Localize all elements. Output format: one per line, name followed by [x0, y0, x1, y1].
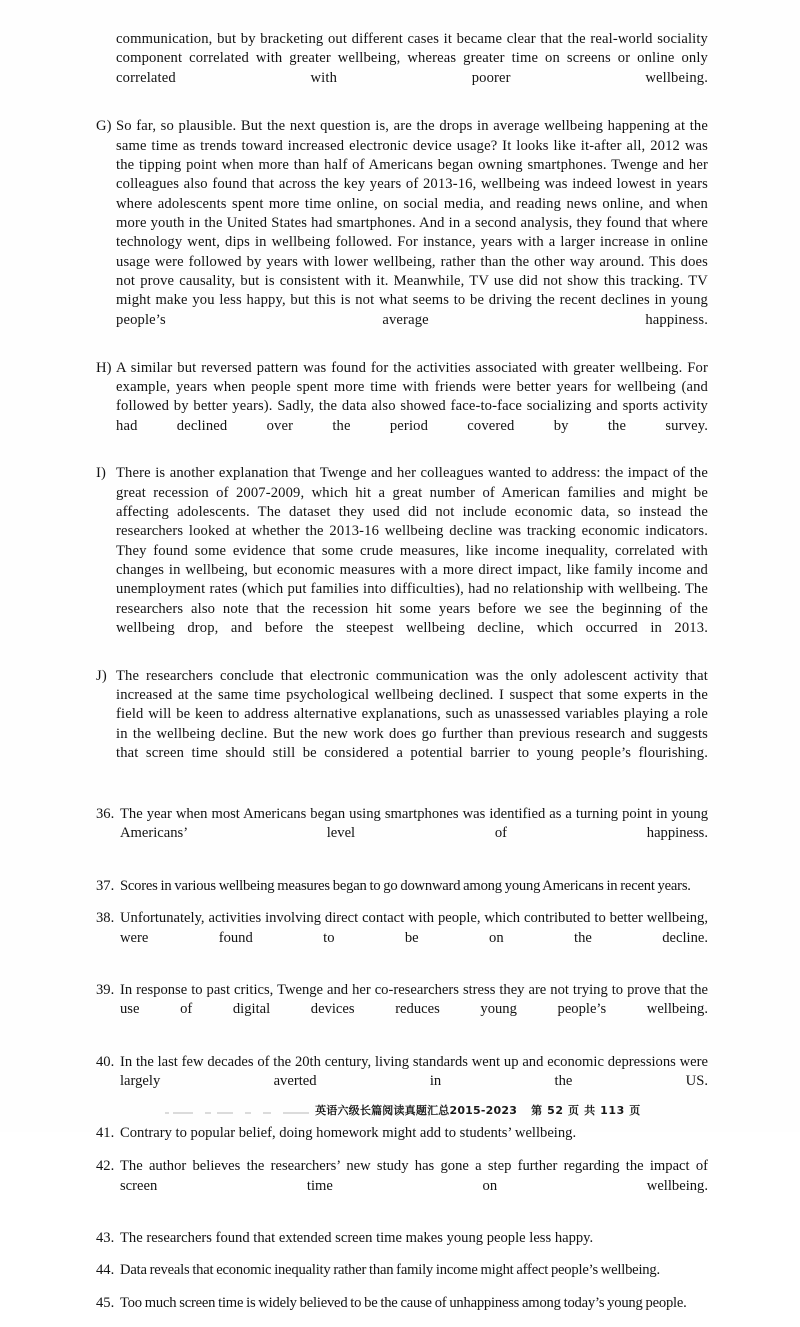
page-footer	[0, 1102, 800, 1118]
question-number-40: 40.	[96, 1053, 115, 1070]
paragraph-label-i: I)	[96, 465, 107, 482]
footer-page-number: 第 52 页 共 113 页	[531, 1104, 641, 1117]
question-item-44	[96, 1261, 708, 1281]
question-number-36: 36.	[96, 805, 115, 822]
question-text-41: Contrary to popular belief, doing homework might add to students’ wellbeing.	[120, 1125, 577, 1142]
passage-paragraph-j	[96, 667, 708, 783]
paragraph-label-g: G)	[96, 118, 112, 135]
question-item-37	[96, 877, 708, 897]
paragraph-text-h: A similar but reversed pattern was found for the activities associated with greater wellbeing. For example, years when people spent more time with friends were better years for wellbeing (and followed by better years). Sadly, the data also showed face-to-face socializing and sports activity had declined over the period covered by the survey.	[116, 359, 708, 434]
question-item-39	[96, 981, 708, 1040]
question-item-42	[96, 1157, 708, 1216]
question-item-36	[96, 805, 708, 864]
question-text-38: Unfortunately, activities involving direct contact with people, which contributed to better wellbeing, were found to be on the decline.	[120, 910, 708, 946]
question-number-42: 42.	[96, 1158, 115, 1175]
question-item-41	[96, 1124, 708, 1144]
question-text-45: Too much screen time is widely believed to be the cause of unhappiness among today’s young people.	[120, 1295, 687, 1311]
paragraph-text-g: So far, so plausible. But the next question is, are the drops in average wellbeing happening at the same time as trends toward increased electronic device usage? It looks like it-after all, 2012 was the tipping point when more than half of Americans began owning smartphones. Twenge and her colleagues also found that across the key years of 2013-16, wellbeing was indeed lowest in years where adolescents spent more time online, on social media, and reading news online, and when more youth in the United States had smartphones. And in a second analysis, they found that where technology went, dips in wellbeing followed. For instance, years with a larger increase in online usage were followed by years with lower wellbeing, rather than the other way around. This does not prove causality, but is consistent with it. Meanwhile, TV use did not show this tracking. TV might make you less happy, but this is not what seems to be driving the recent declines in young people’s average happiness.	[116, 118, 708, 328]
question-number-45: 45.	[96, 1295, 115, 1311]
question-number-41: 41.	[96, 1125, 115, 1142]
paragraph-text-j: The researchers conclude that electronic communication was the only adolescent activity that increased at the same time psychological wellbeing declined. I suspect that some experts in the field will be keen to address alternative explanations, such as unassessed variables playing a role in the wellbeing decline. But the new work does go further than previous research and suggests that screen time should still be considered a potential barrier to young people’s flourishing.	[116, 667, 708, 762]
question-number-44: 44.	[96, 1262, 115, 1279]
question-list	[96, 805, 708, 1314]
question-number-39: 39.	[96, 981, 115, 998]
question-number-38: 38.	[96, 910, 115, 927]
passage-paragraph-g	[96, 117, 708, 349]
paragraph-text: communication, but by bracketing out different cases it became clear that the real-world sociality component correlated with greater wellbeing, whereas greater time on screens or online only correlated with poorer wellbeing.	[116, 31, 708, 86]
question-text-44: Data reveals that economic inequality rather than family income might affect people’s wellbeing.	[120, 1262, 660, 1279]
passage-paragraph-i	[96, 464, 708, 657]
footer-title: 英语六级长篇阅读真题汇总2015-2023	[315, 1104, 518, 1117]
passage-paragraph-h	[96, 359, 708, 456]
question-item-38	[96, 909, 708, 968]
page-content	[96, 30, 708, 1327]
question-item-43	[96, 1229, 708, 1249]
question-text-40: In the last few decades of the 20th century, living standards went up and economic depressions were largely averted in the US.	[120, 1053, 708, 1090]
scan-artifact-smudge	[159, 1107, 309, 1116]
question-text-43: The researchers found that extended screen time makes young people less happy.	[120, 1229, 594, 1246]
question-number-43: 43.	[96, 1229, 115, 1246]
paragraph-label-j: J)	[96, 667, 107, 684]
question-text-36: The year when most Americans began using smartphones was identified as a turning point in young Americans’ level of happiness.	[120, 805, 708, 842]
question-item-45	[96, 1294, 708, 1314]
paragraph-label-h: H)	[96, 359, 112, 376]
question-number-37: 37.	[96, 877, 115, 894]
reading-passage	[96, 30, 708, 783]
passage-paragraph	[96, 30, 708, 107]
question-text-42: The author believes the researchers’ new study has gone a step further regarding the impact of screen time on wellbeing.	[120, 1158, 708, 1194]
footer-inner	[159, 1102, 641, 1118]
question-text-39: In response to past critics, Twenge and her co-researchers stress they are not trying to prove that the use of digital devices reduces young people’s wellbeing.	[120, 981, 708, 1018]
question-text-37: Scores in various wellbeing measures began to go downward among young Americans in recent years.	[120, 877, 691, 894]
paragraph-text-i: There is another explanation that Twenge and her colleagues wanted to address: the impact of the great recession of 2007-2009, which hit a great number of American families and might be affecting adolescents. The dataset they used did not include economic data, so instead the researchers looked at whether the 2013-16 wellbeing decline was tracking economic indicators. They found some evidence that some crude measures, like income inequality, correlated with changes in wellbeing, but economic measures with a more direct impact, like family income and unemployment rates (which put families into difficulties), had no relationship with wellbeing. The researchers also note that the recession hit some years before we see the beginning of the wellbeing drop, and before the steepest wellbeing decline, which occurred in 2013.	[116, 465, 708, 636]
